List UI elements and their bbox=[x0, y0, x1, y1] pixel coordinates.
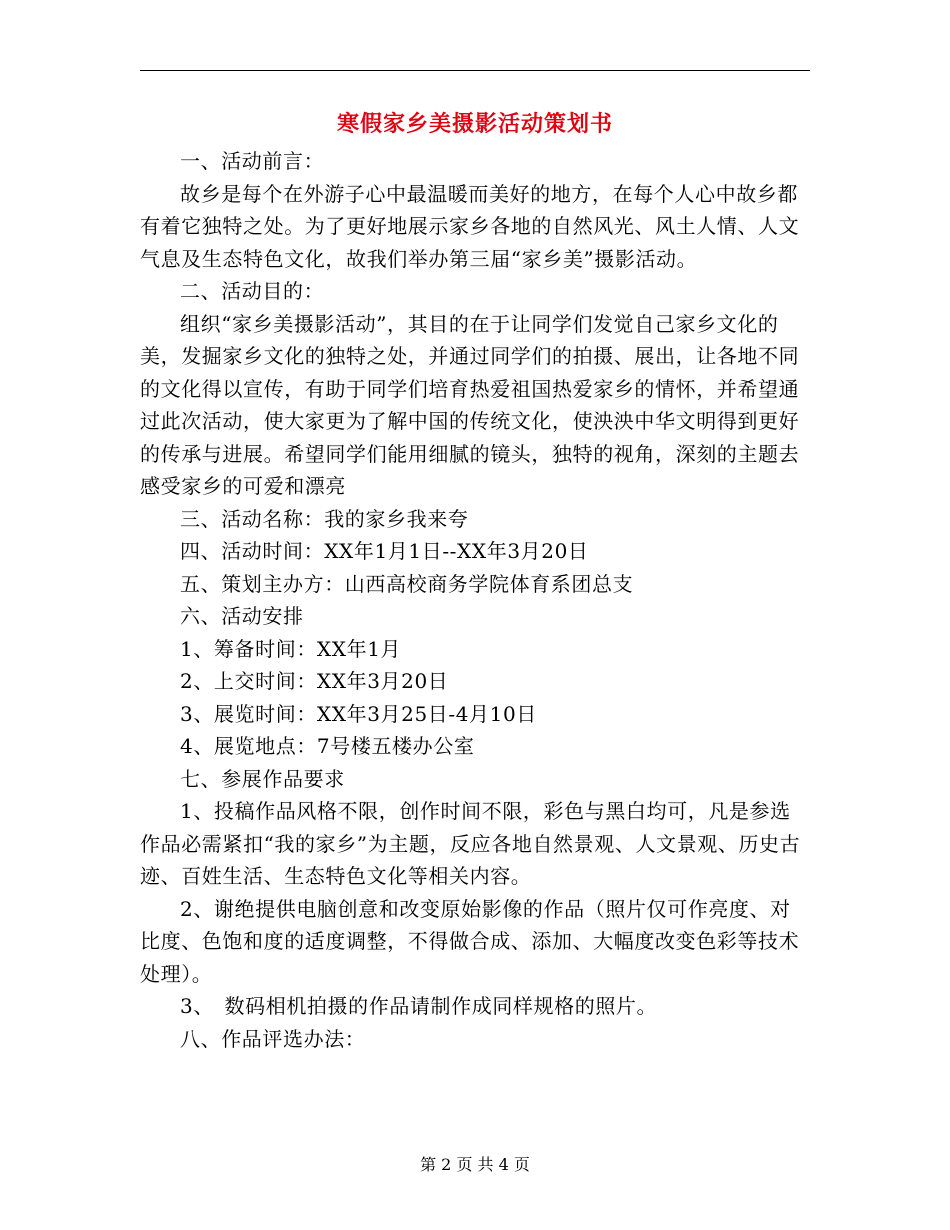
requirement-item-1: 1、投稿作品风格不限，创作时间不限，彩色与黑白均可，凡是参选作品必需紧扣“我的家乡”为主题，反应各地自然景观、人文景观、历史古迹、百姓生活、生态特色文化等相关内容。 bbox=[140, 799, 801, 888]
document-body bbox=[140, 145, 810, 1055]
section-heading-requirements: 七、参展作品要求 bbox=[180, 766, 345, 791]
requirement-item-2: 2、谢绝提供电脑创意和改变原始影像的作品（照片仅可作亮度、对比度、色饱和度的适度调整，不得做合成、添加、大幅度改变色彩等技术处理）。 bbox=[140, 896, 800, 986]
section-organizer: 五、策划主办方：山西高校商务学院体育系团总支 bbox=[180, 571, 634, 596]
header-rule bbox=[140, 70, 810, 71]
requirement-item-3: 3、 数码相机拍摄的作品请制作成同样规格的照片。 bbox=[180, 994, 658, 1018]
schedule-item-exhibit-place: 4、展览地点：7号楼五楼办公室 bbox=[180, 734, 475, 758]
schedule-item-submit: 2、上交时间：XX年3月20日 bbox=[180, 669, 449, 693]
section-activity-time: 四、活动时间：XX年1月1日--XX年3月20日 bbox=[180, 539, 589, 563]
page-number-footer: 第 2 页 共 4 页 bbox=[420, 1155, 530, 1174]
section-heading-judging: 八、作品评选办法： bbox=[180, 1026, 366, 1051]
section-heading-preface: 一、活动前言： bbox=[180, 149, 325, 173]
preface-paragraph: 故乡是每个在外游子心中最温暖而美好的地方，在每个人心中故乡都有着它独特之处。为了更好地展示家乡各地的自然风光、风土人情、人文气息及生态特色文化，故我们举办第三届“家乡美”摄影活动。 bbox=[140, 181, 800, 271]
section-activity-name: 三、活动名称：我的家乡我来夸 bbox=[180, 506, 469, 531]
section-heading-schedule: 六、活动安排 bbox=[180, 604, 304, 628]
schedule-item-exhibit-time: 3、展览时间：XX年3月25日-4月10日 bbox=[180, 701, 537, 726]
purpose-paragraph: 组织“家乡美摄影活动”，其目的在于让同学们发觉自己家乡文化的美，发掘家乡文化的独特之处，并通过同学们的拍摄、展出，让各地不同的文化得以宣传，有助于同学们培育热爱祖国热爱家乡的情怀，并希望通过此次活动，使大家更为了解中国的传统文化，使泱泱中华文明得到更好的传承与进展。希望同学们能用细腻的镜头，独特的视角，深刻的主题去感受家乡的可爱和漂亮 bbox=[140, 311, 800, 498]
document-title: 寒假家乡美摄影活动策划书 bbox=[336, 111, 613, 137]
section-heading-purpose: 二、活动目的： bbox=[180, 279, 325, 303]
schedule-item-prep: 1、筹备时间：XX年1月 bbox=[180, 636, 402, 661]
